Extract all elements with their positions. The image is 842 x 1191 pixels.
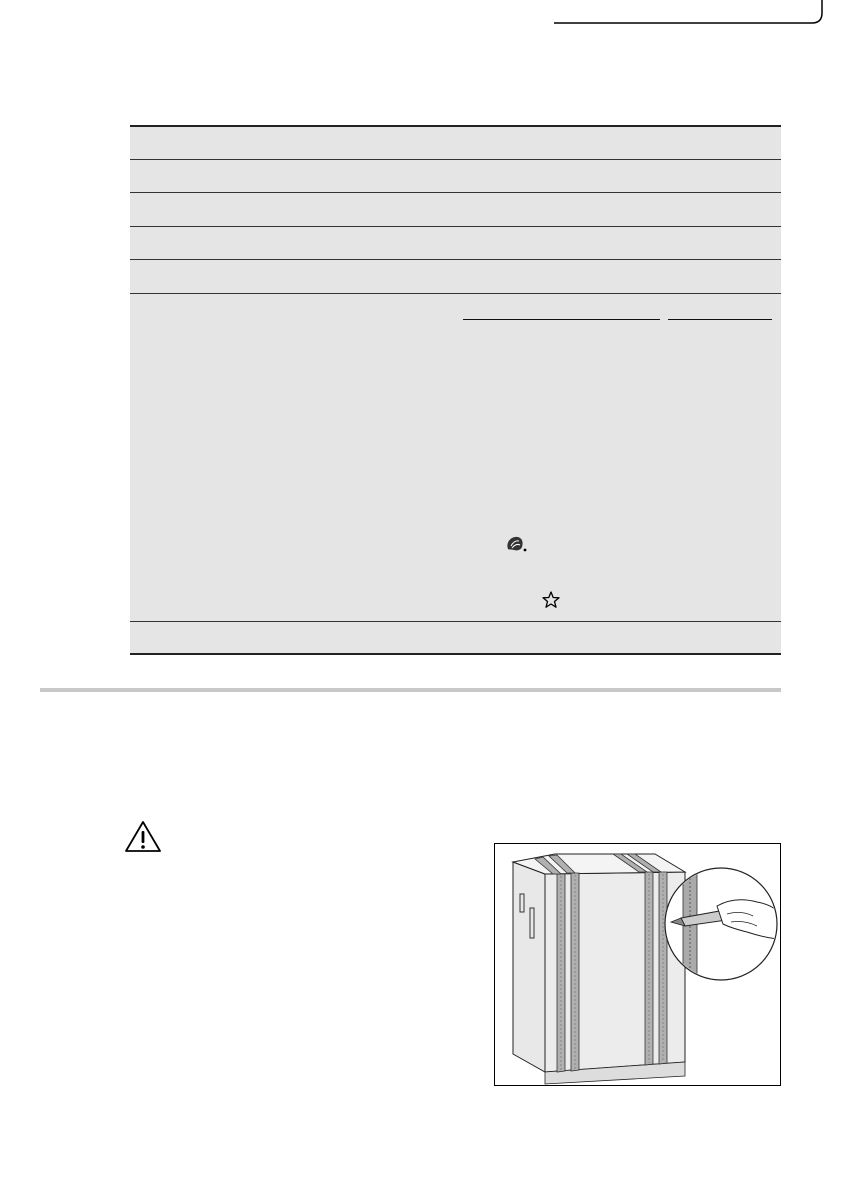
table-row bbox=[130, 227, 781, 260]
table-row bbox=[130, 260, 781, 294]
warning-triangle-icon bbox=[124, 820, 162, 854]
crop-mark bbox=[554, 0, 842, 24]
section-divider bbox=[40, 688, 781, 692]
spec-table bbox=[130, 125, 781, 655]
subheader-rule bbox=[668, 319, 772, 320]
star-icon bbox=[541, 590, 561, 610]
table-row bbox=[130, 622, 781, 655]
packaging-straps-figure bbox=[494, 843, 781, 1086]
table-row bbox=[130, 160, 781, 193]
noise-level-icon bbox=[505, 535, 527, 553]
table-row bbox=[130, 127, 781, 160]
appliance-illustration bbox=[495, 844, 781, 1086]
table-row bbox=[130, 294, 781, 622]
subheader-rule bbox=[463, 319, 660, 320]
table-row bbox=[130, 193, 781, 227]
